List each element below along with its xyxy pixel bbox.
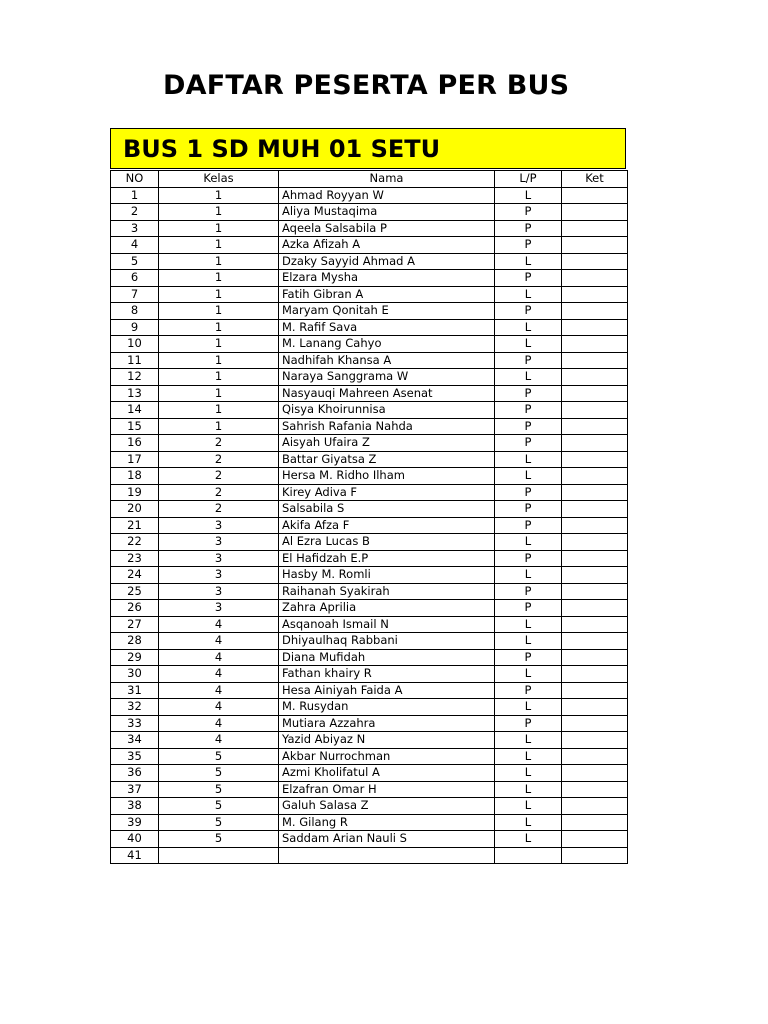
cell-lp: L	[495, 319, 562, 336]
cell-ket	[562, 781, 628, 798]
cell-nama: Galuh Salasa Z	[279, 798, 495, 815]
table-row	[111, 435, 628, 452]
cell-nama: Elzara Mysha	[279, 270, 495, 287]
cell-no: 10	[111, 336, 159, 353]
cell-lp: P	[495, 418, 562, 435]
cell-lp: L	[495, 814, 562, 831]
cell-no: 37	[111, 781, 159, 798]
table-row	[111, 781, 628, 798]
cell-ket	[562, 550, 628, 567]
cell-lp: P	[495, 501, 562, 518]
cell-nama: Hasby M. Romli	[279, 567, 495, 584]
cell-ket	[562, 666, 628, 683]
bus-header-banner	[110, 128, 626, 169]
cell-kelas: 4	[159, 682, 279, 699]
cell-ket	[562, 336, 628, 353]
cell-nama: Qisya Khoirunnisa	[279, 402, 495, 419]
cell-kelas: 1	[159, 253, 279, 270]
table-row	[111, 600, 628, 617]
cell-no: 30	[111, 666, 159, 683]
cell-nama: Naraya Sanggrama W	[279, 369, 495, 386]
cell-nama: Hesa Ainiyah Faida A	[279, 682, 495, 699]
table-row	[111, 534, 628, 551]
cell-no: 29	[111, 649, 159, 666]
table-row	[111, 369, 628, 386]
cell-no: 32	[111, 699, 159, 716]
table-header-row	[111, 171, 628, 188]
cell-no: 19	[111, 484, 159, 501]
cell-ket	[562, 418, 628, 435]
table-row	[111, 204, 628, 221]
cell-nama: Nasyauqi Mahreen Asenat	[279, 385, 495, 402]
cell-lp: P	[495, 204, 562, 221]
cell-no: 41	[111, 847, 159, 864]
cell-no: 22	[111, 534, 159, 551]
cell-no: 4	[111, 237, 159, 254]
table-body	[111, 187, 628, 864]
table-row	[111, 715, 628, 732]
cell-nama: Akifa Afza F	[279, 517, 495, 534]
table-row	[111, 831, 628, 848]
cell-ket	[562, 402, 628, 419]
cell-kelas: 4	[159, 616, 279, 633]
cell-lp: P	[495, 715, 562, 732]
cell-ket	[562, 633, 628, 650]
cell-kelas: 4	[159, 649, 279, 666]
cell-no: 5	[111, 253, 159, 270]
table-row	[111, 385, 628, 402]
cell-lp: P	[495, 682, 562, 699]
cell-ket	[562, 699, 628, 716]
cell-ket	[562, 798, 628, 815]
table-row	[111, 270, 628, 287]
cell-ket	[562, 369, 628, 386]
cell-nama: Nadhifah Khansa A	[279, 352, 495, 369]
cell-nama: Fatih Gibran A	[279, 286, 495, 303]
cell-lp: L	[495, 369, 562, 386]
table-row	[111, 303, 628, 320]
cell-kelas: 1	[159, 204, 279, 221]
cell-kelas: 1	[159, 385, 279, 402]
cell-nama: Aqeela Salsabila P	[279, 220, 495, 237]
cell-ket	[562, 765, 628, 782]
cell-ket	[562, 187, 628, 204]
cell-ket	[562, 517, 628, 534]
cell-nama: Saddam Arian Nauli S	[279, 831, 495, 848]
cell-ket	[562, 534, 628, 551]
cell-lp: P	[495, 484, 562, 501]
cell-ket	[562, 435, 628, 452]
cell-nama: Aisyah Ufaira Z	[279, 435, 495, 452]
cell-lp: L	[495, 633, 562, 650]
column-header-kelas: Kelas	[159, 171, 279, 188]
cell-lp: P	[495, 270, 562, 287]
cell-lp: L	[495, 187, 562, 204]
cell-lp: P	[495, 550, 562, 567]
cell-kelas: 5	[159, 798, 279, 815]
cell-kelas	[159, 847, 279, 864]
cell-nama: M. Gilang R	[279, 814, 495, 831]
cell-nama: Diana Mufidah	[279, 649, 495, 666]
cell-nama: Azka Afizah A	[279, 237, 495, 254]
cell-nama: M. Rusydan	[279, 699, 495, 716]
table-row	[111, 814, 628, 831]
cell-nama: Elzafran Omar H	[279, 781, 495, 798]
cell-kelas: 3	[159, 517, 279, 534]
cell-no: 40	[111, 831, 159, 848]
table-row	[111, 517, 628, 534]
cell-lp: P	[495, 402, 562, 419]
cell-nama: Asqanoah Ismail N	[279, 616, 495, 633]
cell-no: 6	[111, 270, 159, 287]
cell-ket	[562, 253, 628, 270]
table-row	[111, 682, 628, 699]
cell-no: 11	[111, 352, 159, 369]
cell-kelas: 5	[159, 765, 279, 782]
table-row	[111, 319, 628, 336]
cell-kelas: 2	[159, 468, 279, 485]
table-row	[111, 798, 628, 815]
cell-nama: Yazid Abiyaz N	[279, 732, 495, 749]
column-header-lp: L/P	[495, 171, 562, 188]
cell-lp: P	[495, 237, 562, 254]
cell-ket	[562, 748, 628, 765]
cell-kelas: 1	[159, 303, 279, 320]
cell-nama: Aliya Mustaqima	[279, 204, 495, 221]
cell-kelas: 2	[159, 451, 279, 468]
cell-lp: L	[495, 831, 562, 848]
cell-kelas: 5	[159, 748, 279, 765]
cell-lp: P	[495, 352, 562, 369]
cell-kelas: 2	[159, 501, 279, 518]
cell-no: 36	[111, 765, 159, 782]
table-row	[111, 286, 628, 303]
cell-no: 20	[111, 501, 159, 518]
cell-ket	[562, 831, 628, 848]
cell-ket	[562, 583, 628, 600]
cell-kelas: 3	[159, 583, 279, 600]
cell-no: 34	[111, 732, 159, 749]
cell-nama: Akbar Nurrochman	[279, 748, 495, 765]
cell-no: 33	[111, 715, 159, 732]
column-header-nama: Nama	[279, 171, 495, 188]
table-row	[111, 616, 628, 633]
cell-ket	[562, 319, 628, 336]
cell-kelas: 1	[159, 270, 279, 287]
cell-nama: Fathan khairy R	[279, 666, 495, 683]
cell-nama: Salsabila S	[279, 501, 495, 518]
cell-no: 26	[111, 600, 159, 617]
cell-nama: Dzaky Sayyid Ahmad A	[279, 253, 495, 270]
cell-ket	[562, 451, 628, 468]
cell-kelas: 4	[159, 633, 279, 650]
cell-ket	[562, 484, 628, 501]
cell-no: 38	[111, 798, 159, 815]
table-row	[111, 468, 628, 485]
cell-nama: Mutiara Azzahra	[279, 715, 495, 732]
cell-kelas: 3	[159, 550, 279, 567]
cell-lp: L	[495, 336, 562, 353]
cell-lp: P	[495, 435, 562, 452]
cell-ket	[562, 237, 628, 254]
cell-lp: L	[495, 798, 562, 815]
cell-kelas: 1	[159, 237, 279, 254]
cell-no: 31	[111, 682, 159, 699]
cell-no: 3	[111, 220, 159, 237]
cell-kelas: 3	[159, 600, 279, 617]
cell-nama: Battar Giyatsa Z	[279, 451, 495, 468]
cell-no: 35	[111, 748, 159, 765]
cell-lp: L	[495, 748, 562, 765]
cell-no: 18	[111, 468, 159, 485]
cell-nama: Ahmad Royyan W	[279, 187, 495, 204]
cell-ket	[562, 732, 628, 749]
cell-lp: L	[495, 451, 562, 468]
cell-lp: P	[495, 649, 562, 666]
cell-no: 13	[111, 385, 159, 402]
cell-ket	[562, 600, 628, 617]
cell-nama: Maryam Qonitah E	[279, 303, 495, 320]
cell-kelas: 1	[159, 336, 279, 353]
cell-ket	[562, 303, 628, 320]
table-row	[111, 748, 628, 765]
table-row	[111, 484, 628, 501]
cell-no: 23	[111, 550, 159, 567]
cell-lp: L	[495, 699, 562, 716]
cell-ket	[562, 270, 628, 287]
cell-lp: P	[495, 220, 562, 237]
cell-kelas: 5	[159, 814, 279, 831]
cell-ket	[562, 385, 628, 402]
cell-kelas: 4	[159, 699, 279, 716]
cell-kelas: 5	[159, 831, 279, 848]
cell-kelas: 1	[159, 319, 279, 336]
cell-no: 27	[111, 616, 159, 633]
cell-no: 1	[111, 187, 159, 204]
cell-no: 17	[111, 451, 159, 468]
cell-nama: Zahra Aprilia	[279, 600, 495, 617]
table-row	[111, 253, 628, 270]
cell-lp: P	[495, 303, 562, 320]
cell-nama: M. Lanang Cahyo	[279, 336, 495, 353]
table-row	[111, 765, 628, 782]
table-row	[111, 418, 628, 435]
table-row	[111, 732, 628, 749]
page-title: DAFTAR PESERTA PER BUS	[163, 70, 570, 101]
cell-no: 16	[111, 435, 159, 452]
table-row	[111, 402, 628, 419]
cell-no: 25	[111, 583, 159, 600]
cell-nama: Raihanah Syakirah	[279, 583, 495, 600]
cell-lp: P	[495, 385, 562, 402]
cell-lp: L	[495, 616, 562, 633]
cell-lp	[495, 847, 562, 864]
table-row	[111, 187, 628, 204]
cell-kelas: 1	[159, 369, 279, 386]
cell-ket	[562, 649, 628, 666]
cell-kelas: 1	[159, 187, 279, 204]
table-row	[111, 649, 628, 666]
cell-lp: L	[495, 286, 562, 303]
cell-ket	[562, 682, 628, 699]
cell-nama	[279, 847, 495, 864]
cell-no: 8	[111, 303, 159, 320]
table-row	[111, 237, 628, 254]
cell-ket	[562, 847, 628, 864]
cell-lp: L	[495, 765, 562, 782]
cell-kelas: 1	[159, 418, 279, 435]
cell-ket	[562, 616, 628, 633]
cell-no: 12	[111, 369, 159, 386]
participant-table	[110, 170, 628, 864]
cell-lp: P	[495, 517, 562, 534]
cell-ket	[562, 715, 628, 732]
cell-kelas: 4	[159, 715, 279, 732]
column-header-no: NO	[111, 171, 159, 188]
cell-lp: L	[495, 468, 562, 485]
cell-ket	[562, 286, 628, 303]
cell-no: 28	[111, 633, 159, 650]
table-row	[111, 583, 628, 600]
cell-ket	[562, 352, 628, 369]
cell-kelas: 1	[159, 352, 279, 369]
table-row	[111, 699, 628, 716]
cell-lp: L	[495, 781, 562, 798]
cell-kelas: 4	[159, 732, 279, 749]
table-row	[111, 567, 628, 584]
cell-ket	[562, 204, 628, 221]
table-row	[111, 336, 628, 353]
cell-nama: Al Ezra Lucas B	[279, 534, 495, 551]
cell-no: 24	[111, 567, 159, 584]
table-row	[111, 352, 628, 369]
cell-kelas: 3	[159, 534, 279, 551]
cell-no: 39	[111, 814, 159, 831]
cell-ket	[562, 220, 628, 237]
cell-kelas: 2	[159, 484, 279, 501]
cell-no: 7	[111, 286, 159, 303]
table-row	[111, 451, 628, 468]
cell-no: 21	[111, 517, 159, 534]
cell-nama: Dhiyaulhaq Rabbani	[279, 633, 495, 650]
cell-nama: Hersa M. Ridho Ilham	[279, 468, 495, 485]
cell-lp: L	[495, 253, 562, 270]
cell-ket	[562, 567, 628, 584]
cell-kelas: 2	[159, 435, 279, 452]
cell-kelas: 1	[159, 220, 279, 237]
table-row	[111, 220, 628, 237]
cell-ket	[562, 814, 628, 831]
table-row	[111, 501, 628, 518]
cell-kelas: 4	[159, 666, 279, 683]
cell-lp: L	[495, 666, 562, 683]
cell-kelas: 3	[159, 567, 279, 584]
bus-title: BUS 1 SD MUH 01 SETU	[123, 135, 441, 163]
cell-nama: M. Rafif Sava	[279, 319, 495, 336]
column-header-ket: Ket	[562, 171, 628, 188]
cell-kelas: 5	[159, 781, 279, 798]
table-row	[111, 550, 628, 567]
cell-ket	[562, 501, 628, 518]
cell-ket	[562, 468, 628, 485]
cell-lp: P	[495, 600, 562, 617]
cell-nama: Kirey Adiva F	[279, 484, 495, 501]
cell-nama: Azmi Kholifatul A	[279, 765, 495, 782]
cell-nama: Sahrish Rafania Nahda	[279, 418, 495, 435]
cell-no: 2	[111, 204, 159, 221]
cell-kelas: 1	[159, 402, 279, 419]
table-row	[111, 633, 628, 650]
cell-no: 14	[111, 402, 159, 419]
cell-kelas: 1	[159, 286, 279, 303]
table-row	[111, 847, 628, 864]
cell-lp: L	[495, 732, 562, 749]
table-row	[111, 666, 628, 683]
cell-lp: P	[495, 583, 562, 600]
cell-lp: L	[495, 534, 562, 551]
cell-no: 9	[111, 319, 159, 336]
cell-no: 15	[111, 418, 159, 435]
cell-lp: L	[495, 567, 562, 584]
cell-nama: El Hafidzah E.P	[279, 550, 495, 567]
